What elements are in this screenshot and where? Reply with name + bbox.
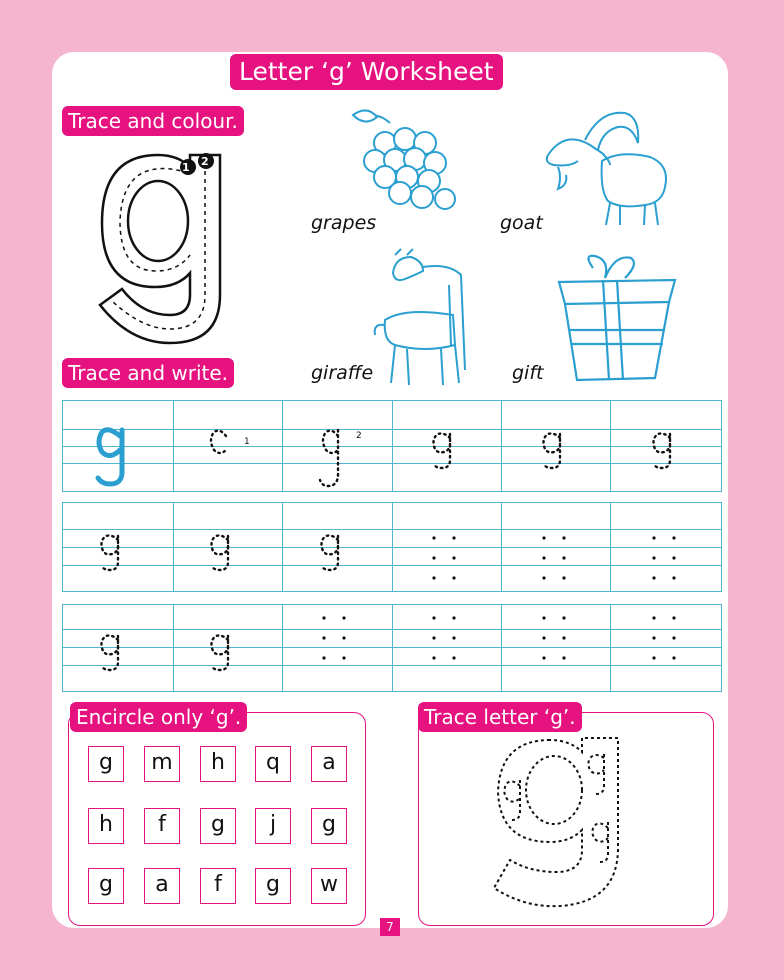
section-encircle-heading: Encircle only ‘g’. <box>70 702 247 732</box>
letter-tile[interactable]: w <box>311 868 347 904</box>
letter-tile[interactable]: g <box>311 808 347 844</box>
svg-text:2: 2 <box>356 431 362 441</box>
letter-tile[interactable]: f <box>144 808 180 844</box>
letter-tile[interactable]: f <box>200 868 236 904</box>
letter-tile[interactable]: g <box>88 746 124 782</box>
letter-tile[interactable]: m <box>144 746 180 782</box>
dotted-big-g-icon <box>470 730 650 915</box>
letter-tile[interactable]: h <box>200 746 236 782</box>
letter-tile[interactable]: a <box>311 746 347 782</box>
letter-tile[interactable]: g <box>255 868 291 904</box>
letter-tile[interactable]: g <box>88 868 124 904</box>
word-goat: goat <box>500 212 543 234</box>
grapes-icon <box>345 105 475 215</box>
word-grapes: grapes <box>311 212 377 234</box>
giraffe-icon <box>365 245 480 390</box>
section-trace-colour-heading: Trace and colour. <box>62 106 244 136</box>
letter-tile[interactable]: h <box>88 808 124 844</box>
stroke-number-1: 1 <box>182 161 190 174</box>
word-giraffe: giraffe <box>311 362 374 384</box>
worksheet-title: Letter ‘g’ Worksheet <box>230 54 503 90</box>
letter-tile[interactable]: q <box>255 746 291 782</box>
letter-tile[interactable]: g <box>200 808 236 844</box>
letter-tile[interactable]: j <box>255 808 291 844</box>
goat-icon <box>540 105 670 230</box>
page-number: 7 <box>380 918 400 936</box>
gift-icon <box>555 250 685 385</box>
trace-letters-overlay <box>62 400 722 692</box>
word-gift: gift <box>512 362 544 384</box>
section-trace-letter-heading: Trace letter ‘g’. <box>418 702 582 732</box>
section-trace-write-heading: Trace and write. <box>62 358 234 388</box>
stroke-number-2: 2 <box>201 155 209 168</box>
svg-text:1: 1 <box>244 437 250 447</box>
trace-g-outline-icon <box>90 145 250 350</box>
letter-tile[interactable]: a <box>144 868 180 904</box>
